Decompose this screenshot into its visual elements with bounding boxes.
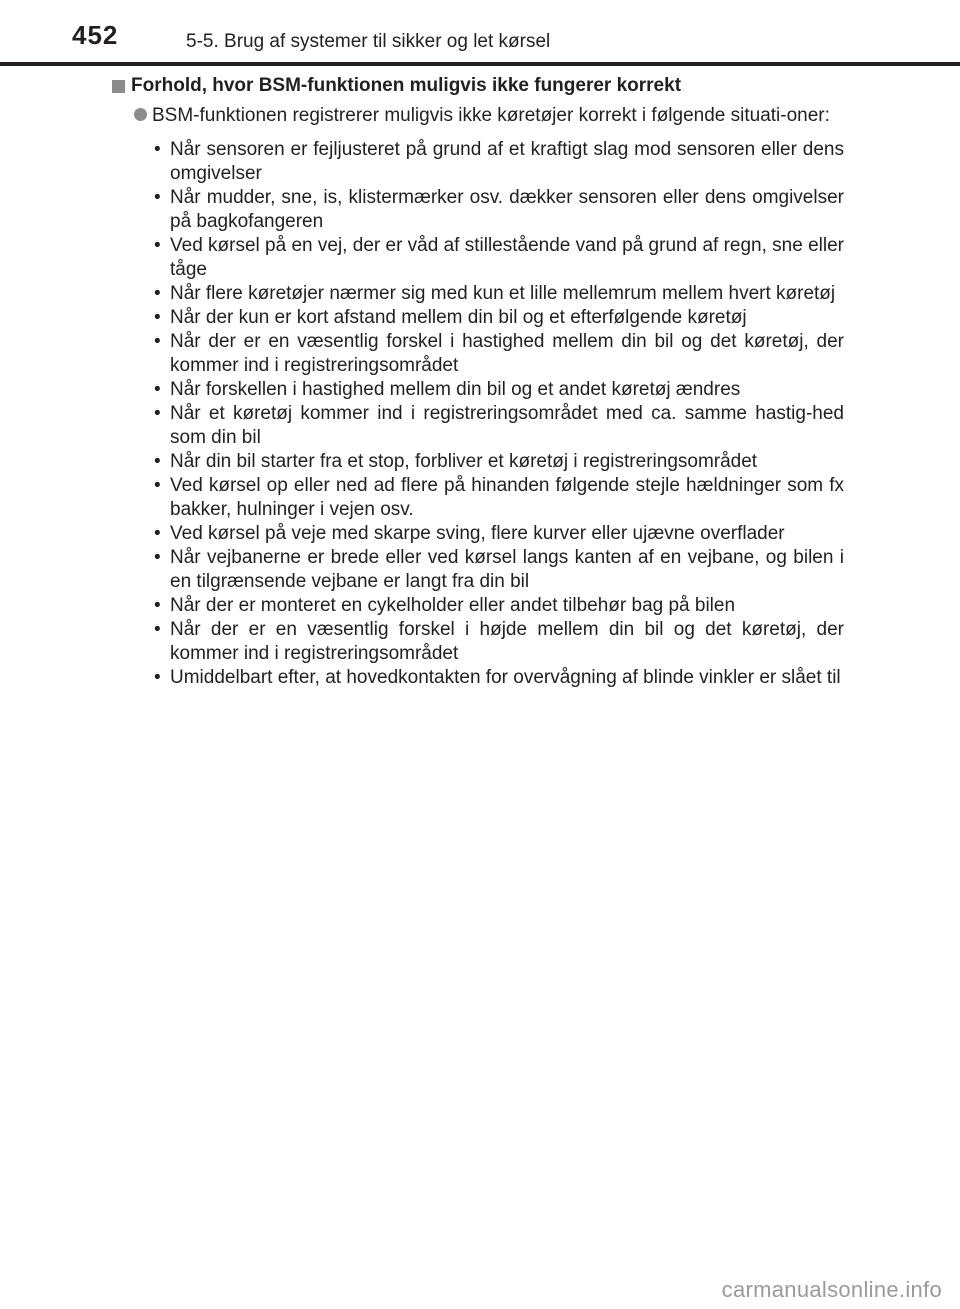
bullet-dot-icon: • xyxy=(154,331,161,352)
list-item: • Når der er en væsentlig forskel i hastighed mellem din bil og det køretøj, der kommer ind i registreringsområdet xyxy=(154,331,844,376)
bullet-dot-icon: • xyxy=(154,475,161,496)
bullet-dot-icon: • xyxy=(154,547,161,568)
list-item: • Når flere køretøjer nærmer sig med kun et lille mellemrum mellem hvert køretøj xyxy=(154,283,836,304)
bullet-dot-icon: • xyxy=(154,379,161,400)
bullet-dot-icon: • xyxy=(154,307,161,328)
list-item: • Umiddelbart efter, at hovedkontakten for overvågning af blinde vinkler er slået til xyxy=(154,667,841,688)
header-divider xyxy=(0,62,960,66)
list-item: • Når der er en væsentlig forskel i højde mellem din bil og det køretøj, der kommer ind i registreringsområdet xyxy=(154,619,844,664)
square-bullet-icon xyxy=(112,80,125,93)
list-item: • Ved kørsel på veje med skarpe sving, flere kurver eller ujævne overflader xyxy=(154,523,785,544)
list-item: • Når der kun er kort afstand mellem din bil og et efterfølgende køretøj xyxy=(154,307,747,328)
list-item: • Når der er monteret en cykelholder eller andet tilbehør bag på bilen xyxy=(154,595,736,616)
list-item: • Når et køretøj kommer ind i registreringsområdet med ca. samme hastig-hed som din bil xyxy=(154,403,844,448)
page-header xyxy=(0,0,960,62)
page-number: 452 xyxy=(72,20,119,50)
condition-list xyxy=(148,138,844,690)
bullet-dot-icon: • xyxy=(154,403,161,424)
list-item: • Når din bil starter fra et stop, forbliver et køretøj i registreringsområdet xyxy=(154,451,758,472)
list-item: • Når sensoren er fejljusteret på grund af et kraftigt slag mod sensoren eller dens omgivelser xyxy=(154,139,844,184)
section-heading-text: Forhold, hvor BSM-funktionen muligvis ikke fungerer korrekt xyxy=(131,75,682,96)
list-item: • Ved kørsel op eller ned ad flere på hinanden følgende stejle hældninger som fx bakker, hulninger i vejen osv. xyxy=(154,475,844,520)
bullet-dot-icon: • xyxy=(154,235,161,256)
bullet-dot-icon: • xyxy=(154,283,161,304)
bullet-dot-icon: • xyxy=(154,619,161,640)
intro-paragraph xyxy=(134,104,856,128)
list-item: • Når mudder, sne, is, klistermærker osv. dækker sensoren eller dens omgivelser på bagkofangeren xyxy=(154,187,844,232)
bullet-dot-icon: • xyxy=(154,187,161,208)
bullet-dot-icon: • xyxy=(154,595,161,616)
intro-text: BSM-funktionen registrerer muligvis ikke køretøjer korrekt i følgende situati-oner: xyxy=(152,105,830,126)
list-item: • Ved kørsel på en vej, der er våd af stillestående vand på grund af regn, sne eller tåge xyxy=(154,235,844,280)
site-watermark: carmanualsonline.info xyxy=(721,1277,942,1302)
chapter-title: 5-5. Brug af systemer til sikker og let kørsel xyxy=(186,31,551,52)
bullet-dot-icon: • xyxy=(154,523,161,544)
main-content xyxy=(112,72,856,690)
list-item: • Når vejbanerne er brede eller ved kørsel langs kanten af en vejbane, og bilen i en tilgrænsende vejbane er langt fra din bil xyxy=(154,547,844,592)
bullet-dot-icon: • xyxy=(154,139,161,160)
circle-bullet-icon xyxy=(134,108,147,121)
bullet-dot-icon: • xyxy=(154,667,161,688)
list-item: • Når forskellen i hastighed mellem din bil og et andet køretøj ændres xyxy=(154,379,741,400)
section-heading xyxy=(112,72,856,100)
bullet-dot-icon: • xyxy=(154,451,161,472)
